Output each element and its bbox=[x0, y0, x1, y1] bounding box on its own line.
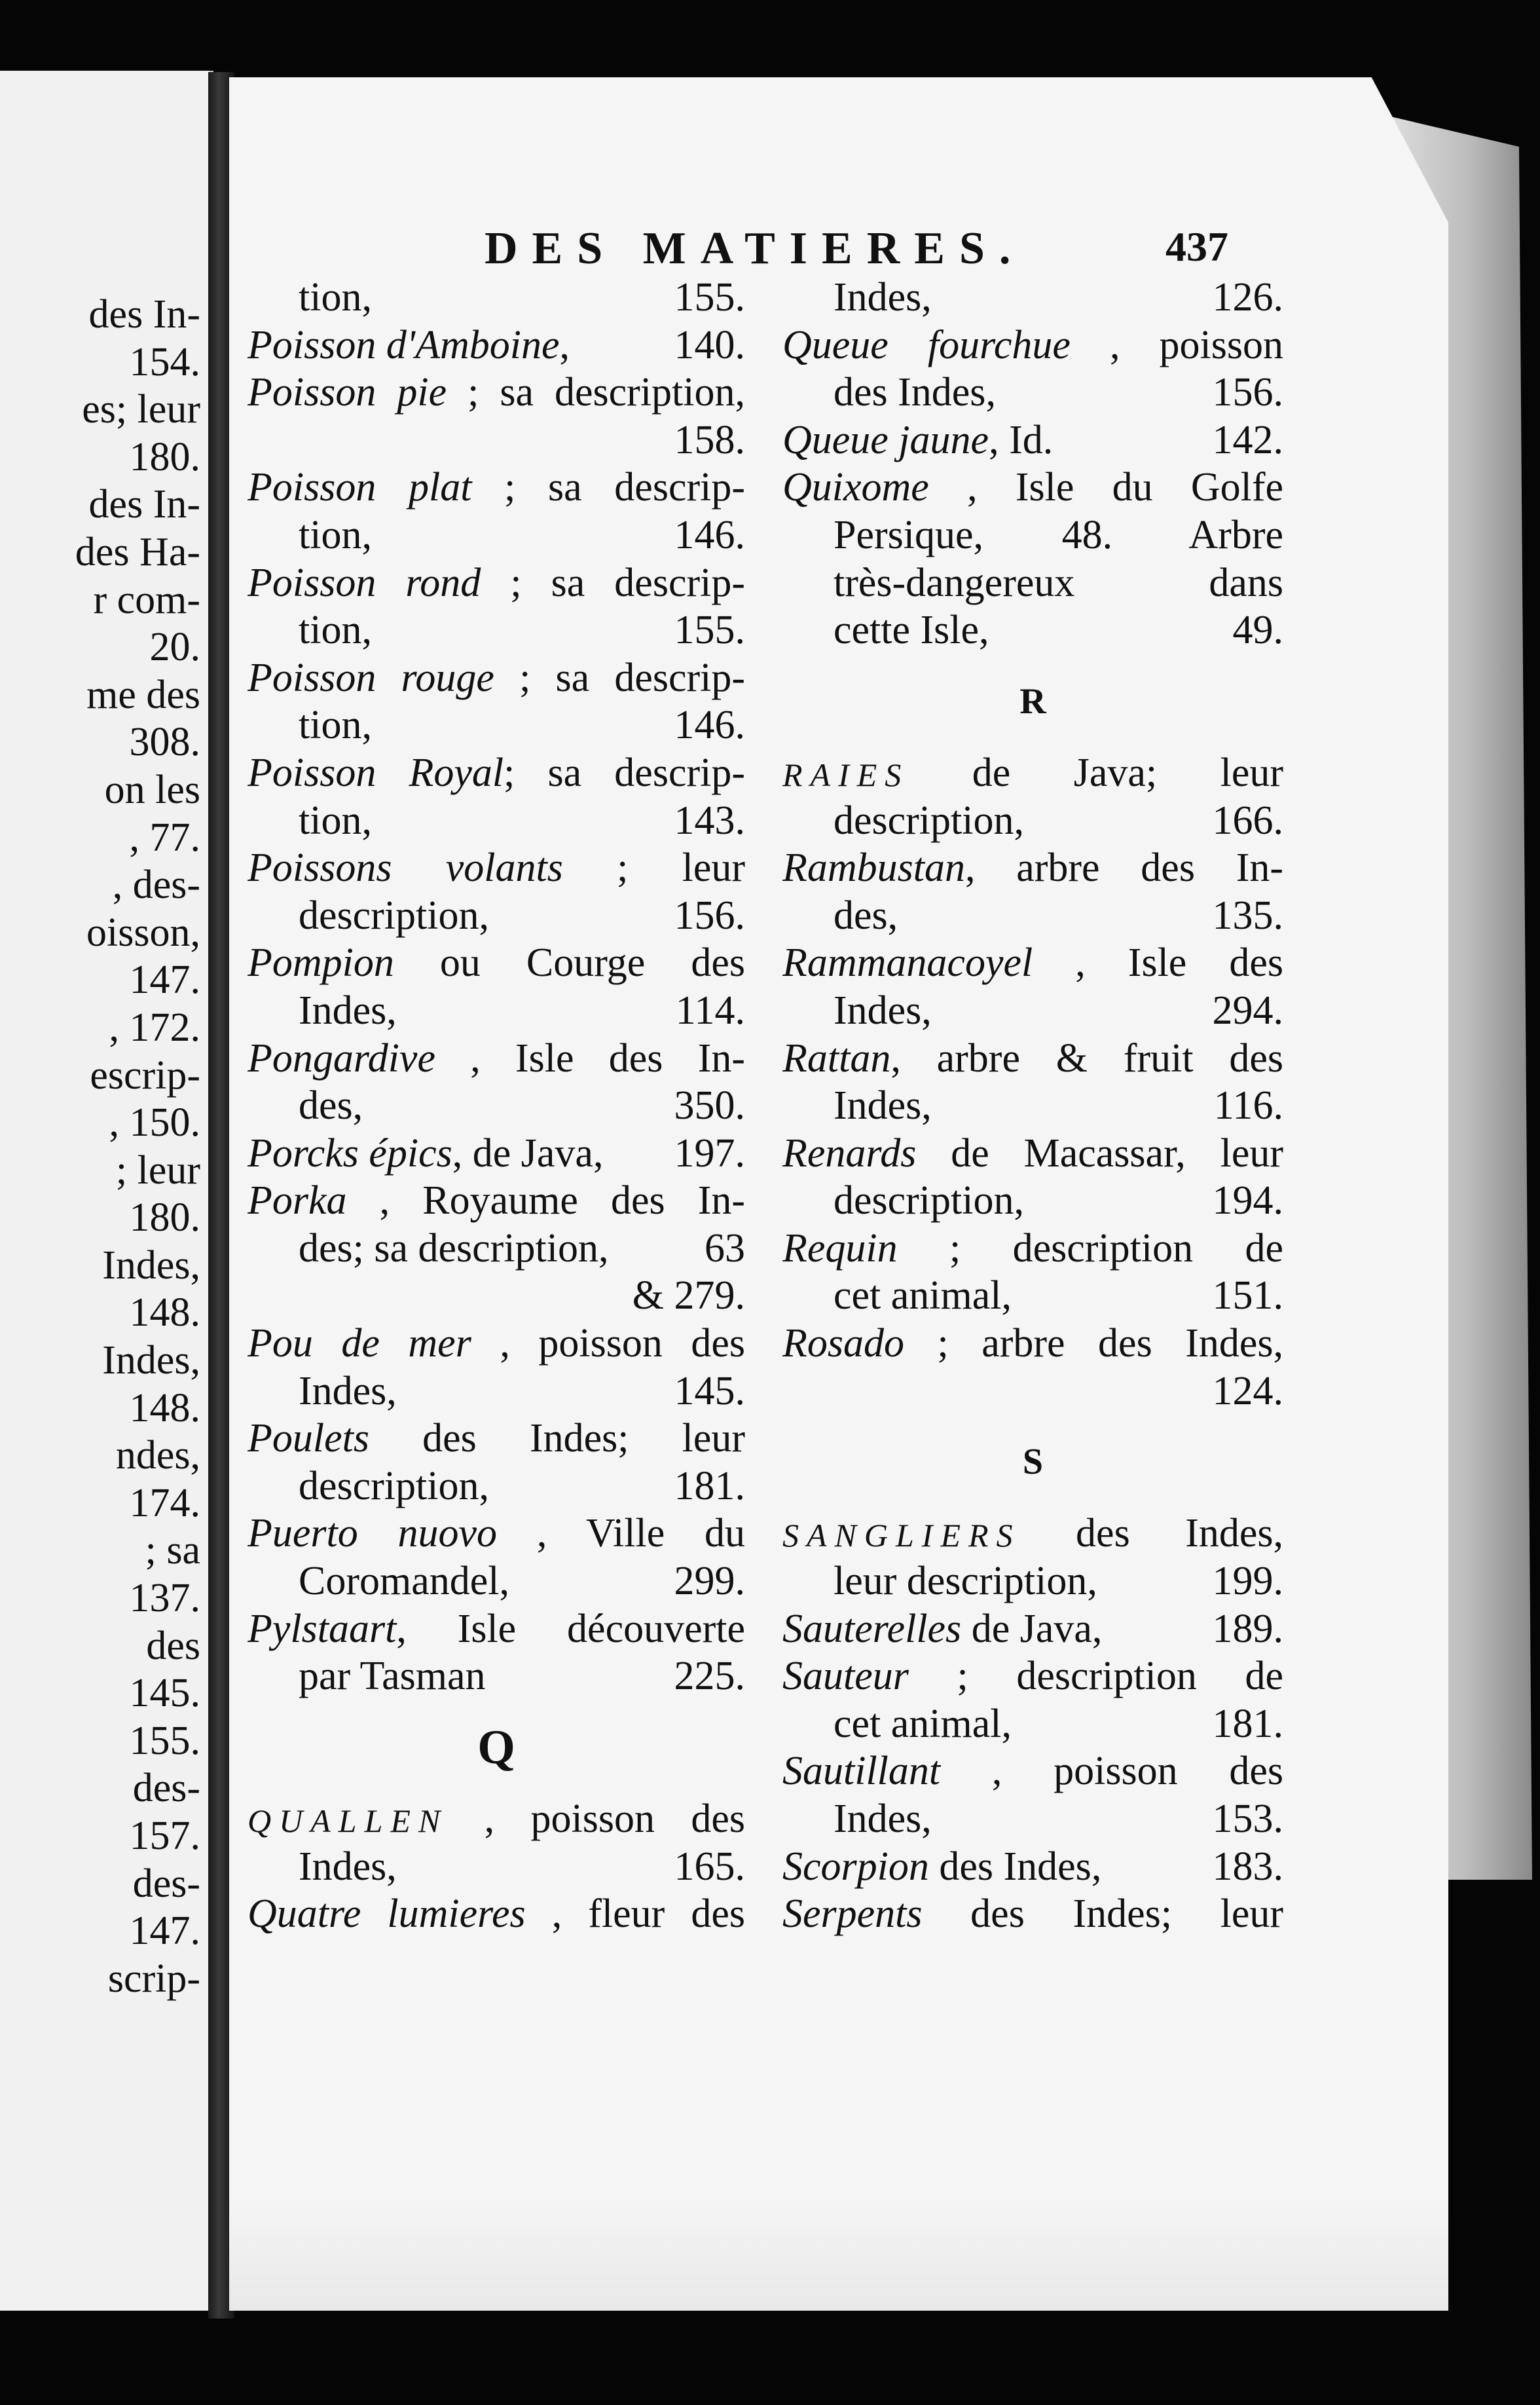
index-line: des, 350. bbox=[299, 1083, 745, 1128]
index-line: description, 166. bbox=[834, 798, 1283, 843]
previous-page-fragment: scrip- bbox=[107, 1956, 200, 2001]
index-line: Indes, 116. bbox=[834, 1083, 1283, 1128]
index-line: très-dangereux dans bbox=[834, 560, 1283, 605]
index-entry: Quatre lumieres , fleur des bbox=[248, 1892, 745, 1937]
previous-page-fragment: 137. bbox=[129, 1576, 200, 1621]
previous-page-fragment: 154. bbox=[129, 339, 200, 384]
previous-page-fragment: 148. bbox=[129, 1385, 200, 1430]
index-entry: QUALLEN , poisson des bbox=[248, 1797, 745, 1841]
index-line: Indes, 153. bbox=[834, 1797, 1283, 1841]
index-line: description, 194. bbox=[834, 1178, 1283, 1223]
previous-page-fragment: des Ha- bbox=[75, 529, 200, 574]
index-line: des; sa description, 63 bbox=[299, 1225, 745, 1271]
index-entry: Pompion ou Courge des bbox=[248, 941, 745, 986]
previous-page-fragment: des In- bbox=[88, 292, 200, 337]
previous-page-fragment: 147. bbox=[129, 1909, 200, 1954]
index-entry: Serpents des Indes; leur bbox=[782, 1892, 1283, 1937]
index-line: Indes, 294. bbox=[834, 988, 1283, 1033]
index-line: Indes, 165. bbox=[299, 1844, 745, 1889]
index-column-left bbox=[248, 274, 745, 1938]
index-entry: Sauterelles de Java, 189. bbox=[782, 1606, 1283, 1651]
section-letter-s: S bbox=[1022, 1442, 1044, 1483]
index-entry: Pylstaart, Isle découverte bbox=[248, 1606, 745, 1651]
index-entry: Poisson rouge ; sa descrip- bbox=[248, 655, 745, 700]
index-entry: Puerto nuovo , Ville du bbox=[248, 1511, 745, 1556]
previous-page-fragment: escrip- bbox=[90, 1053, 200, 1098]
index-line: cet animal, 181. bbox=[834, 1701, 1283, 1746]
index-entry: Porcks épics, de Java, 197. bbox=[248, 1130, 745, 1176]
index-entry: RAIES de Java; leur bbox=[782, 750, 1283, 795]
index-entry: Renards de Macassar, leur bbox=[782, 1130, 1283, 1176]
index-entry: Queue fourchue , poisson bbox=[782, 322, 1283, 367]
page-number: 437 bbox=[1165, 223, 1228, 270]
index-line: tion, 155. bbox=[299, 275, 745, 320]
previous-page-fragment: on les bbox=[104, 767, 200, 812]
index-line: Indes, 114. bbox=[299, 988, 745, 1033]
index-entry: Sautillant , poisson des bbox=[782, 1749, 1283, 1794]
index-entry: SANGLIERS des Indes, bbox=[782, 1511, 1283, 1556]
previous-page-fragment: des In- bbox=[88, 482, 200, 527]
index-column-right bbox=[782, 274, 1283, 1938]
previous-page-fragment: des- bbox=[132, 1766, 200, 1811]
previous-page-fragment: , 77. bbox=[129, 815, 200, 860]
previous-page-fragment: 174. bbox=[129, 1480, 200, 1525]
previous-page-fragment: 308. bbox=[129, 720, 200, 765]
index-entry: Poisson rond ; sa descrip- bbox=[248, 560, 745, 605]
index-entry: Requin ; description de bbox=[782, 1225, 1283, 1271]
index-line: Indes, 145. bbox=[299, 1368, 745, 1413]
previous-page-fragment: 147. bbox=[129, 958, 200, 1003]
previous-page-fragment: 20. bbox=[149, 625, 200, 670]
previous-page-fragment: 180. bbox=[129, 434, 200, 479]
index-line: des Indes, 156. bbox=[834, 370, 1283, 415]
previous-page-edge bbox=[0, 71, 213, 2311]
index-line: description, 181. bbox=[299, 1463, 745, 1508]
index-entry: Poissons volants ; leur bbox=[248, 846, 745, 891]
index-line: Indes, 126. bbox=[834, 275, 1283, 320]
index-entry: Rammanacoyel , Isle des bbox=[782, 941, 1283, 986]
previous-page-fragment: , des- bbox=[112, 863, 200, 908]
previous-page-fragment: 180. bbox=[129, 1195, 200, 1240]
previous-page-fragment: ; leur bbox=[115, 1147, 200, 1193]
previous-page-fragment: ndes, bbox=[115, 1433, 200, 1478]
previous-page-fragment: , 172. bbox=[109, 1005, 200, 1050]
index-line: description, 156. bbox=[299, 893, 745, 938]
previous-page-fragment: Indes, bbox=[102, 1338, 200, 1383]
index-line: cet animal, 151. bbox=[834, 1273, 1283, 1318]
index-entry: Poulets des Indes; leur bbox=[248, 1416, 745, 1461]
index-entry: Pou de mer , poisson des bbox=[248, 1321, 745, 1366]
index-line: tion, 146. bbox=[299, 512, 745, 557]
index-entry: Poisson d'Amboine, 140. bbox=[248, 322, 745, 367]
index-entry: Rosado ; arbre des Indes, bbox=[782, 1321, 1283, 1366]
index-line: leur description, 199. bbox=[834, 1559, 1283, 1604]
previous-page-fragment: 155. bbox=[129, 1718, 200, 1763]
previous-page-fragment: , 150. bbox=[109, 1100, 200, 1146]
previous-page-fragment: r com- bbox=[93, 577, 200, 622]
index-line: 124. bbox=[1212, 1368, 1283, 1413]
index-line: Coromandel, 299. bbox=[299, 1559, 745, 1604]
section-letter-r: R bbox=[1019, 680, 1046, 722]
previous-page-text-fragments bbox=[0, 291, 200, 2002]
previous-page-fragment: Indes, bbox=[102, 1242, 200, 1288]
previous-page-fragment: des- bbox=[132, 1861, 200, 1906]
index-line: des, 135. bbox=[834, 893, 1283, 938]
index-entry: Poisson pie ; sa description, bbox=[248, 370, 745, 415]
index-entry: Quixome , Isle du Golfe bbox=[782, 465, 1283, 510]
page-shadow bbox=[229, 2194, 1460, 2312]
previous-page-fragment: oisson, bbox=[86, 910, 200, 955]
index-line: tion, 155. bbox=[299, 608, 745, 653]
index-line: Persique, 48. Arbre bbox=[834, 512, 1283, 557]
section-letter-q: Q bbox=[477, 1720, 515, 1774]
previous-page-fragment: des bbox=[146, 1623, 200, 1668]
index-entry: Scorpion des Indes, 183. bbox=[782, 1844, 1283, 1889]
index-line: & 279. bbox=[632, 1273, 745, 1318]
index-line: cette Isle, 49. bbox=[834, 608, 1283, 653]
index-entry: Poisson Royal; sa descrip- bbox=[248, 750, 745, 795]
previous-page-fragment: me des bbox=[86, 672, 200, 717]
index-entry: Queue jaune, Id. 142. bbox=[782, 417, 1283, 462]
index-line: par Tasman 225. bbox=[299, 1654, 745, 1699]
index-entry: Porka , Royaume des In- bbox=[248, 1178, 745, 1223]
previous-page-fragment: 157. bbox=[129, 1814, 200, 1858]
previous-page-fragment: 145. bbox=[129, 1671, 200, 1716]
index-line: tion, 143. bbox=[299, 798, 745, 843]
index-line: tion, 146. bbox=[299, 703, 745, 748]
index-entry: Rattan, arbre & fruit des bbox=[782, 1035, 1283, 1081]
index-entry: Pongardive , Isle des In- bbox=[248, 1035, 745, 1081]
previous-page-fragment: 148. bbox=[129, 1290, 200, 1335]
index-entry: Poisson plat ; sa descrip- bbox=[248, 465, 745, 510]
index-entry: Rambustan, arbre des In- bbox=[782, 846, 1283, 891]
previous-page-fragment: es; leur bbox=[82, 387, 200, 432]
running-title: DES MATIERES. bbox=[485, 223, 1025, 274]
index-line: 158. bbox=[674, 417, 745, 462]
index-entry: Sauteur ; description de bbox=[782, 1654, 1283, 1699]
previous-page-fragment: ; sa bbox=[145, 1528, 200, 1573]
